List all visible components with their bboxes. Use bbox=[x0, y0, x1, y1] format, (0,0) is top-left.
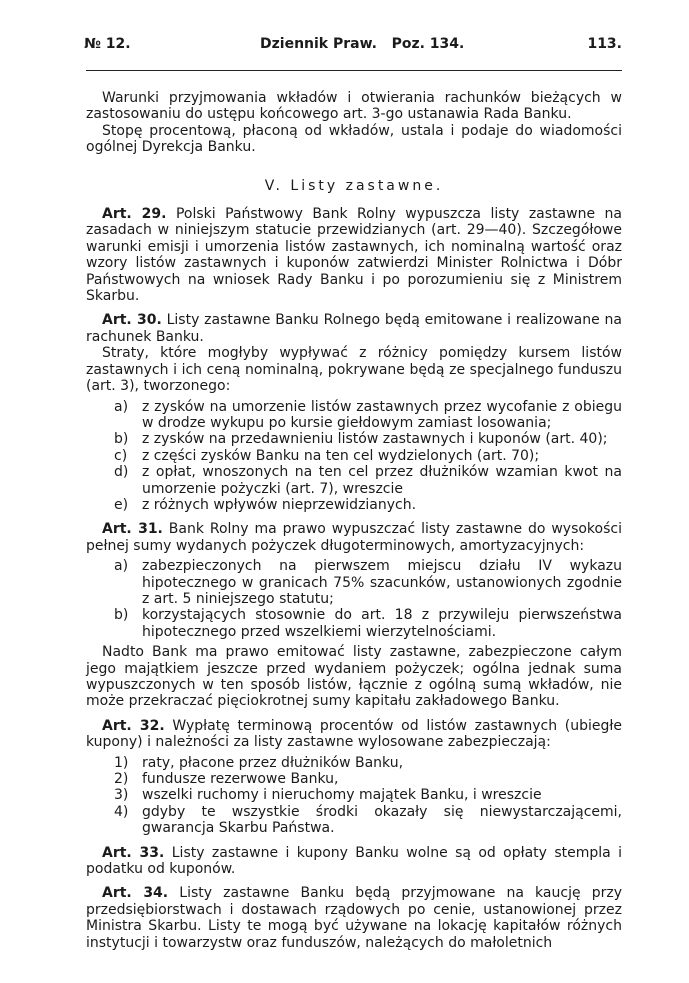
article-text: Polski Państwowy Bank Rolny wypuszcza listy zastawne na zasadach w niniejszym statucie przewidzianych (art. 29—40). Szczegółowe warunki emisji i umorzenia listów zastawnych, ich nominalną wartość oraz wzory listów zastawnych i kuponów zatwierdzi Minister Rolnictwa i Dóbr Państwowych na wniosek Rady Banku i po porozumieniu się z Ministrem Skarbu. bbox=[86, 206, 622, 305]
article-text: Listy zastawne Banku Rolnego będą emitowane i realizowane na rachunek Banku. bbox=[86, 312, 622, 345]
article-32 bbox=[86, 718, 622, 751]
journal-title: Dziennik Praw. Poz. 134. bbox=[260, 36, 465, 52]
article-label: Art. 33. bbox=[102, 844, 165, 861]
list-item: c) z części zysków Banku na ten cel wydzielonych (art. 70); bbox=[114, 447, 540, 464]
paragraph: Nadto Bank ma prawo emitować listy zastawne, zabezpieczone całym jego majątkiem jeszcze przed wydaniem pożyczek; ogólna jednak suma wypuszczonych w ten sposób listów, łącznie z ogólną sumą wkładów, nie może przekraczać pięciokrotnej sumy kapitału zakładowego Banku. bbox=[86, 644, 622, 710]
page-number: 113. bbox=[587, 36, 622, 52]
list-item: a) zabezpieczonych na pierwszem miejscu działu IV wykazu hipotecznego w granicach 75% szacunków, ustanowionych zgodnie z art. 5 niniejszego statutu; bbox=[114, 558, 622, 607]
paragraph: Warunki przyjmowania wkładów i otwierania rachunków bieżących w zastosowaniu do ustępu końcowego art. 3-go ustanawia Rada Banku. bbox=[86, 90, 622, 123]
document-body bbox=[86, 90, 622, 951]
issue-number: № 12. bbox=[84, 36, 131, 52]
header-rule bbox=[86, 70, 622, 71]
article-33 bbox=[86, 845, 622, 878]
article-label: Art. 31. bbox=[102, 521, 163, 538]
article-text: Wypłatę terminową procentów od listów zastawnych (ubiegłe kupony) i należności za listy zastawne wylosowane zabezpieczają: bbox=[86, 717, 622, 751]
list-item: b) z zysków na przedawnieniu listów zastawnych i kuponów (art. 40); bbox=[114, 431, 608, 448]
article-label: Art. 29. bbox=[102, 206, 167, 223]
article-label: Art. 32. bbox=[102, 717, 165, 734]
article-label: Art. 34. bbox=[102, 885, 169, 902]
list bbox=[86, 755, 622, 837]
article-29 bbox=[86, 206, 622, 304]
list-item: e) z różnych wpływów nieprzewidzianych. bbox=[114, 496, 417, 513]
article-text: Listy zastawne i kupony Banku wolne są od opłaty stempla i podatku od kuponów. bbox=[86, 844, 622, 878]
article-text: Listy zastawne Banku będą przyjmowane na kaucję przy przedsiębiorstwach i dostawach rządowych po cenie, ustanowionej przez Ministra Skarbu. Listy te mogą być używane na lokację kapitałów różnych instytucji i towarzystw oraz funduszów, należących do małoletnich bbox=[86, 885, 622, 951]
paragraph: Straty, które mogłyby wypływać z różnicy pomiędzy kursem listów zastawnych i ich ceną nominalną, pokrywane będą ze specjalnego funduszu (art. 3), tworzonego: bbox=[86, 345, 622, 395]
article-34 bbox=[86, 885, 622, 951]
list bbox=[86, 558, 622, 640]
list-item: 4) gdyby te wszystkie środki okazały się niewystarczającemi, gwarancja Skarbu Państwa. bbox=[114, 803, 622, 837]
section-heading: V. Listy zastawne. bbox=[264, 177, 444, 194]
list-item: a) z zysków na umorzenie listów zastawnych przez wycofanie z obiegu w drodze wykupu po kursie giełdowym zamiast losowania; bbox=[114, 398, 622, 431]
list bbox=[86, 399, 622, 514]
article-30 bbox=[86, 312, 622, 345]
article-31 bbox=[86, 521, 622, 554]
page-header bbox=[84, 36, 622, 56]
list-item: 1) raty, płacone przez dłużników Banku, bbox=[114, 754, 404, 771]
article-label: Art. 30. bbox=[102, 312, 162, 329]
paragraph: Stopę procentową, płaconą od wkładów, ustala i podaje do wiadomości ogólnej Dyrekcja Banku. bbox=[86, 122, 622, 156]
list-item: 2) fundusze rezerwowe Banku, bbox=[114, 771, 339, 788]
list-item: d) z opłat, wnoszonych na ten cel przez dłużników wzamian kwot na umorzenie pożyczki (art. 7), wreszcie bbox=[114, 464, 622, 497]
list-item: b) korzystających stosownie do art. 18 z przywileju pierwszeństwa hipotecznego przed wszelkiemi wierzytelnościami. bbox=[114, 607, 622, 640]
article-text: Bank Rolny ma prawo wypuszczać listy zastawne do wysokości pełnej sumy wydanych pożyczek długoterminowych, amortyzacyjnych: bbox=[86, 521, 622, 554]
list-item: 3) wszelki ruchomy i nieruchomy majątek Banku, i wreszcie bbox=[114, 787, 542, 804]
